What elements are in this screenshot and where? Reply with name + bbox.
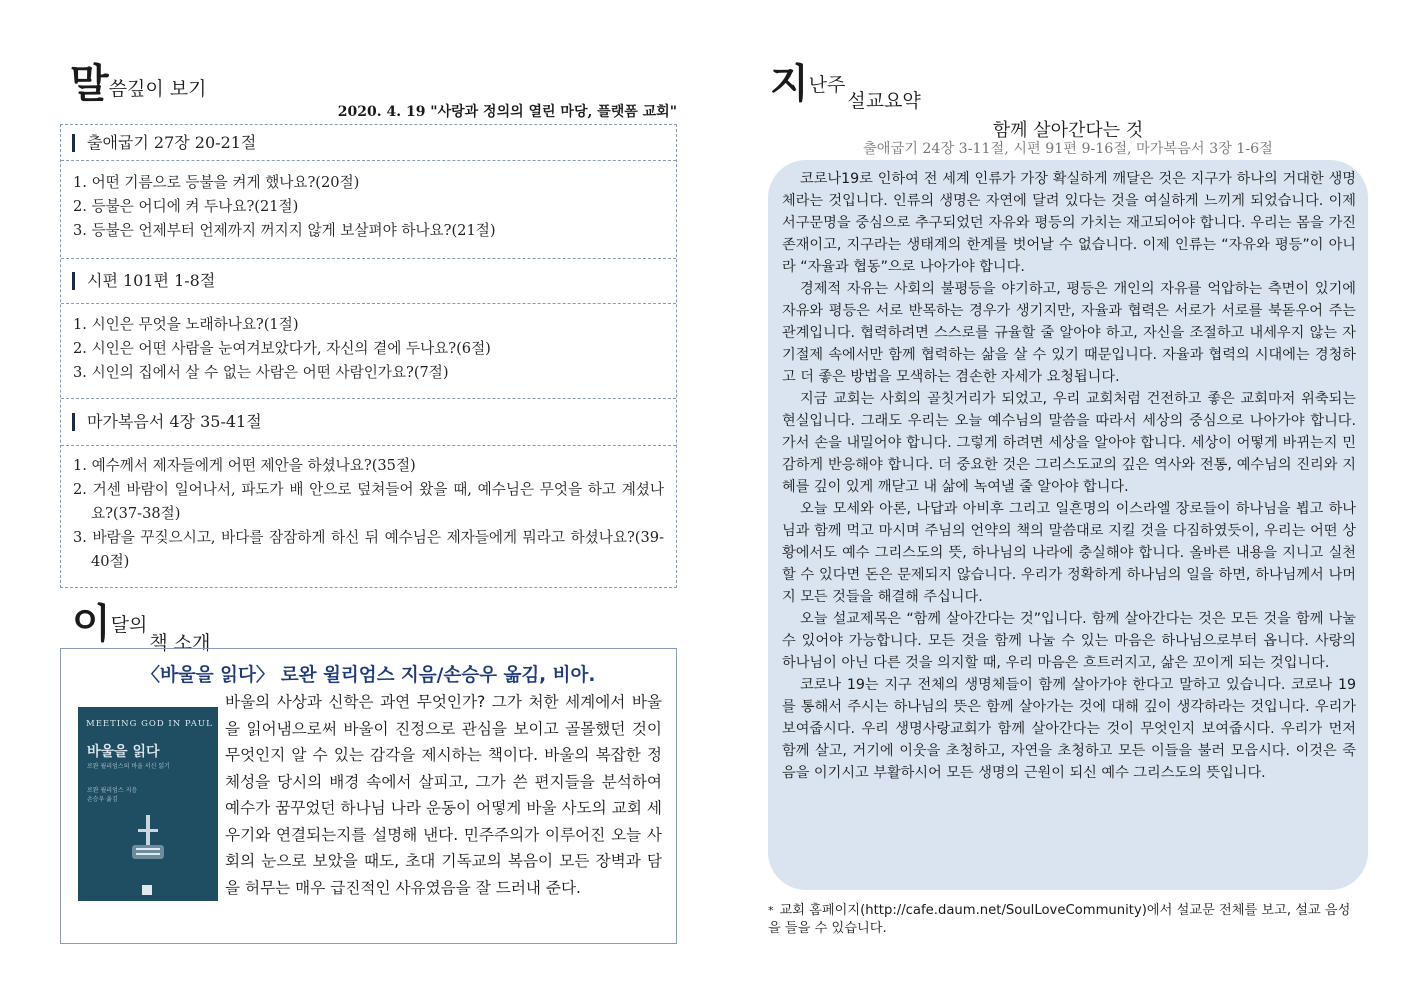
list-item: 1. 시인은 무엇을 노래하나요?(1절) (73, 316, 299, 333)
section-title-rest: 씀깊이 보기 (108, 78, 207, 100)
divider (61, 445, 676, 447)
publisher-logo-icon (142, 885, 152, 895)
section-title-initial: 말 (70, 60, 109, 107)
sword-emblem-icon (128, 815, 168, 869)
list-item: 2. 등불은 어디에 켜 두나요?(21절) (73, 198, 299, 215)
divider (61, 398, 676, 400)
cover-subtitle: 로완 윌리엄스의 바울 서신 읽기 (87, 763, 170, 770)
list-item: 1. 어떤 기름으로 등불을 켜게 했나요?(20절) (73, 174, 360, 191)
cover-english-title: MEETING GOD IN PAUL (86, 719, 213, 729)
book-cover-image (78, 707, 218, 901)
divider (61, 160, 676, 162)
section-title-mid: 달의 (110, 614, 148, 636)
cover-author (87, 785, 137, 803)
cover-translator-line: 손승우 옮김 (87, 796, 118, 803)
sermon-paragraph: 지금 교회는 사회의 골칫거리가 되었고, 우리 교회처럼 건전하고 좋은 교회마저 위축되는 현실입니다. 그래도 우리는 오늘 예수님의 말씀을 따라서 세상의 중심으로 나아가야 합니다. 가서 손을 내밀어야 합니다. 그렇게 하려면 세상을 알아야 합니다. 세상이 어떻게 바뀌는지 민감하게 반응해야 합니다. 더 중요한 것은 그리스도교의 깊은 역사와 전통, 예수님의 진리와 지혜를 깊이 있게 깨닫고 내 삶에 녹여낼 줄 알아야 합니다. (782, 391, 1356, 495)
section-title-rest: 책 소개 (149, 632, 211, 654)
sermon-summary-box (768, 160, 1368, 890)
divider (61, 258, 676, 260)
section-title-initial: 지 (770, 60, 809, 107)
sermon-paragraph: 코로나 19는 지구 전체의 생명체들이 함께 살아가야 한다고 말하고 있습니다. 코로나 19를 통해서 주시는 하나님의 뜻은 함께 살아가는 것에 대해 깊이 생각하라는 것입니다. 우리가 보여줍시다. 우리 생명사랑교회가 함께 살아간다는 것이 무엇인지 보여줍시다. 우리가 먼저 함께 살고, 거기에 이웃을 초청하고, 자연을 초청하고 모든 이들을 불러 모읍시다. 이것은 죽음을 이기시고 부활하시어 모든 생명의 근원이 되신 예수 그리스도의 뜻입니다. (782, 677, 1356, 781)
cover-author-line: 로완 윌리엄스 지음 (87, 787, 138, 794)
footnote-text: 교회 홈페이지(http://cafe.daum.net/SoulLoveCommunity)에서 설교문 전체를 보고, 설교 음성을 들을 수 있습니다. (768, 903, 1351, 936)
list-item: 3. 등불은 언제부터 언제까지 꺼지지 않게 보살펴야 하나요?(21절) (73, 222, 496, 239)
section-title-mid: 난주 (808, 74, 846, 96)
book-intro-box (60, 648, 677, 944)
cover-korean-title: 바울을 읽다 (87, 744, 160, 760)
footnote-mark: * (768, 904, 774, 917)
sermon-paragraph: 오늘 모세와 아론, 나답과 아비후 그리고 일흔명의 이스라엘 장로들이 하나님을 뵙고 하나님과 함께 먹고 마시며 주님의 언약의 책의 말씀대로 지킬 것을 다짐하였듯이, 우리는 어떤 상황에서도 예수 그리스도의 뜻, 하나님의 나라에 충실해야 합니다. 올바른 내용을 지니고 실천할 수 있다면 돈은 문제되지 않습니다. 우리가 정확하게 하나님의 일을 하면, 하나님께서 나머지 모든 것들을 해결해 주십니다. (782, 501, 1356, 605)
footnote (768, 902, 1360, 938)
book-title: 〈바울을 읽다〉 로완 윌리엄스 지음/손승우 옮김, 비아. (141, 665, 596, 686)
sermon-title: 함께 살아간다는 것 (992, 120, 1144, 141)
list-item: 3. 시인의 집에서 살 수 없는 사람은 어떤 사람인가요?(7절) (73, 364, 449, 381)
question-list (73, 171, 664, 243)
section-title-rest: 설교요약 (847, 90, 921, 112)
list-item: 1. 예수께서 제자들에게 어떤 제안을 하셨나요?(35절) (73, 457, 416, 474)
sermon-scripture-reference: 출애굽기 24장 3-11절, 시편 91편 9-16절, 마가복음서 3장 1-6절 (863, 141, 1273, 157)
sermon-paragraph: 경제적 자유는 사회의 불평등을 야기하고, 평등은 개인의 자유를 억압하는 측면이 있기에 자유와 평등은 서로 반목하는 경우가 생기지만, 자율과 협력은 서로가 서로를 북돋우어 주는 관계입니다. 협력하려면 스스로를 규율할 줄 알아야 하고, 자신을 조절하고 내세우지 않는 자기절제 속에서만 함께 협력하는 삶을 살 수 있기 때문입니다. 자율과 협력의 시대에는 경청하고 더 좋은 방법을 모색하는 겸손한 자세가 요청됩니다. (782, 281, 1356, 385)
sermon-paragraph: 오늘 설교제목은 “함께 살아간다는 것”입니다. 함께 살아간다는 것은 모든 것을 함께 나눌 수 있어야 가능합니다. 모든 것을 함께 나눌 수 있는 마음은 하나님으로부터 옵니다. 사랑의 하나님이 아닌 다른 것을 의지할 때, 우리 마음은 흐트러지고, 삶은 꼬이게 되는 것입니다. (782, 611, 1356, 671)
section-title-sermon-summary (770, 52, 921, 112)
section-title-book-of-month (72, 592, 211, 654)
sermon-paragraph: 코로나19로 인하여 전 세계 인류가 가장 확실하게 깨달은 것은 지구가 하나의 거대한 생명체라는 것입니다. 인류의 생명은 자연에 달려 있다는 것을 여실하게 느끼게 되었습니다. 이제 서구문명을 중심으로 추구되었던 자유와 평등의 가치는 재고되어야 합니다. 우리는 몸을 가진 존재이고, 지구라는 생태계의 한계를 벗어날 수 없습니다. 이제 인류는 “자유와 평등”이 아니라 “자율과 협동”으로 나아가야 합니다. (782, 171, 1356, 275)
divider (61, 303, 676, 305)
date-line: 2020. 4. 19 "사랑과 정의의 열린 마당, 플랫폼 교회" (337, 104, 677, 120)
question-list (73, 454, 664, 574)
section-title-initial: 이 (72, 600, 111, 647)
book-body: 바울의 사상과 신학은 과연 무엇인가? 그가 처한 세계에서 바울을 읽어냄으로써 바울이 진정으로 관심을 보이고 골몰했던 것이 무엇인지 알 수 있는 감각을 제시하는 책이다. 바울의 복잡한 정체성을 당시의 배경 속에서 살피고, 그가 쓴 편지들을 분석하여 예수가 꿈꾸었던 하나님 나라 운동이 어떻게 바울 사도의 교회 세우기와 연결되는지를 설명해 낸다. 민주주의가 이루어진 오늘 사회의 눈으로 보았을 때도, 초대 기독교의 복음이 모든 장벽과 담을 허무는 매우 급진적인 사유였음을 잘 드러내 준다. (225, 693, 662, 897)
section-title-word-study (70, 52, 206, 109)
bible-questions-box (60, 124, 677, 588)
group-heading: 시편 101편 1-8절 (72, 272, 215, 290)
group-heading: 출애굽기 27장 20-21절 (72, 134, 256, 152)
group-heading: 마가복음서 4장 35-41절 (72, 413, 262, 431)
list-item: 3. 바람을 꾸짖으시고, 바다를 잠잠하게 하신 뒤 예수님은 제자들에게 뭐라고 하셨나요?(39-40절) (73, 529, 664, 570)
question-list (73, 313, 664, 385)
list-item: 2. 시인은 어떤 사람을 눈여겨보았다가, 자신의 곁에 두나요?(6절) (73, 340, 491, 357)
list-item: 2. 거센 바람이 일어나서, 파도가 배 안으로 덮쳐들어 왔을 때, 예수님은 무엇을 하고 계셨나요?(37-38절) (73, 481, 664, 522)
